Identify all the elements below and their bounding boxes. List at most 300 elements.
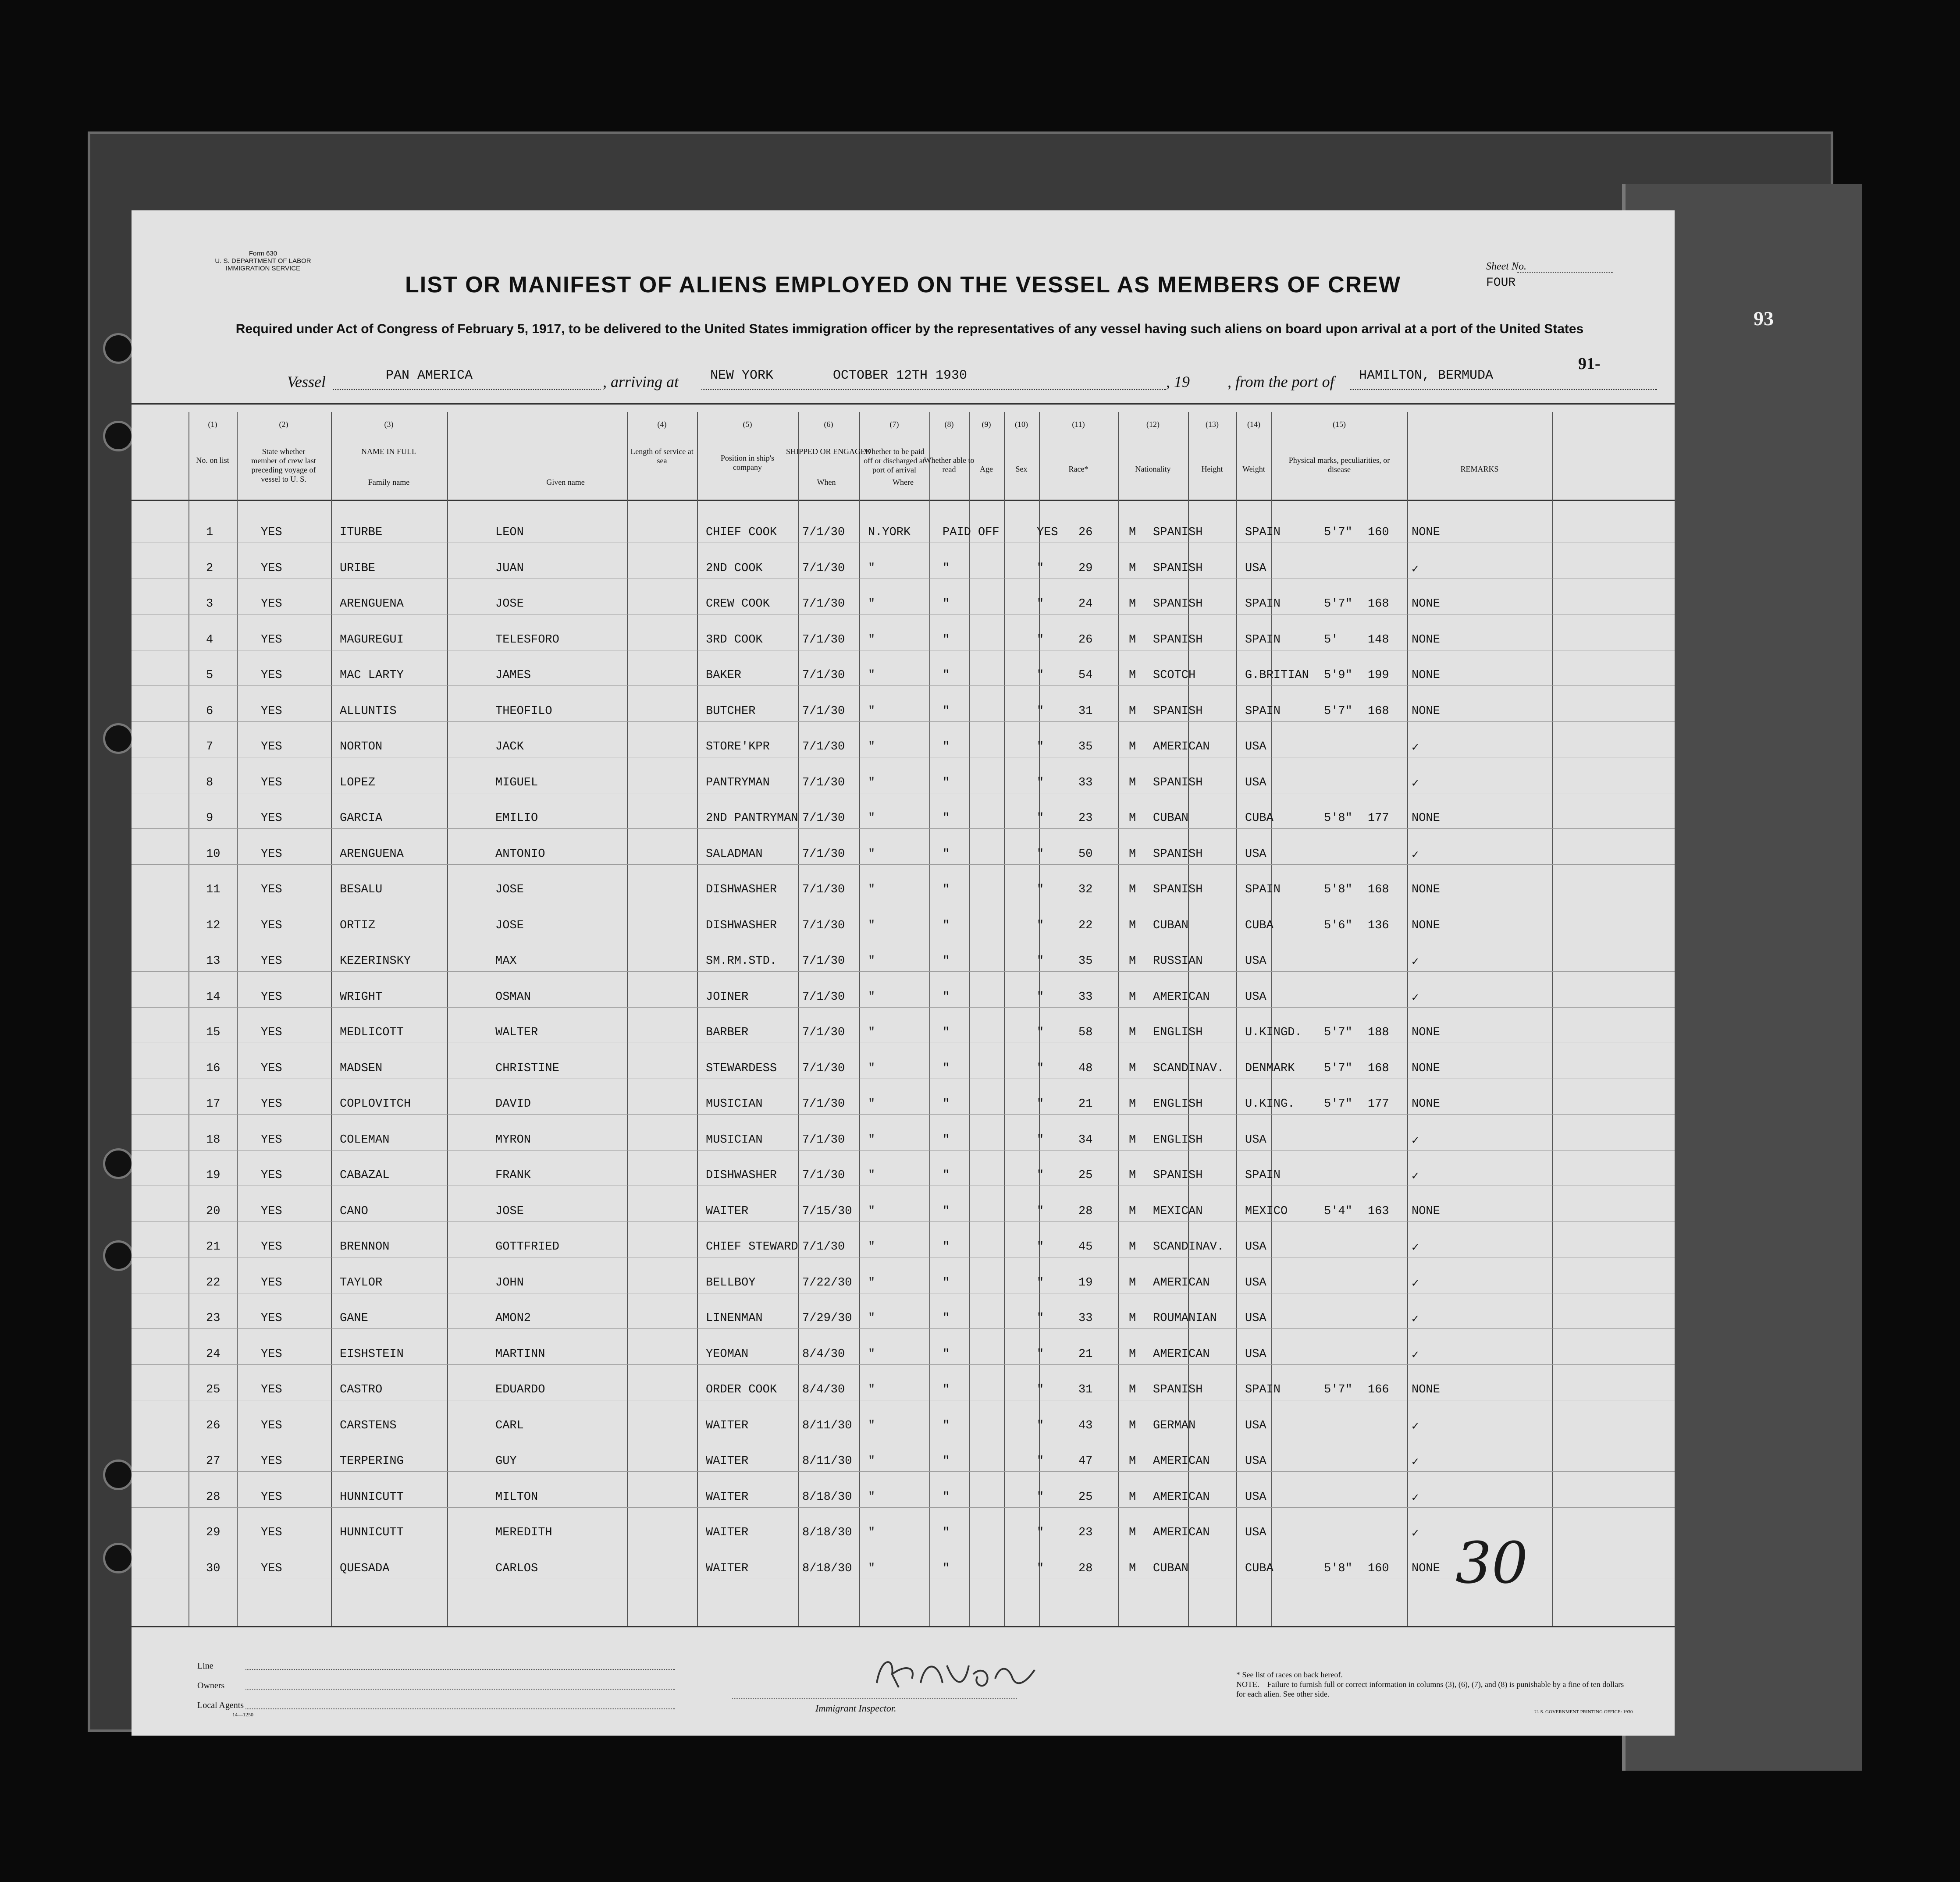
cell-height: 5'7" — [1324, 1026, 1352, 1039]
cell-paid: " — [943, 1204, 950, 1218]
cell-no: 25 — [206, 1383, 221, 1396]
cell-marks: NONE — [1412, 1562, 1440, 1575]
cell-prev: YES — [261, 1347, 282, 1361]
cell-given: MYRON — [495, 1133, 531, 1147]
cell-no: 5 — [206, 669, 213, 682]
column-header: Physical marks, peculiarities, or disease — [1288, 456, 1390, 474]
cell-no: 13 — [206, 955, 221, 968]
cell-paid: " — [943, 561, 950, 575]
cell-position: MUSICIAN — [706, 1097, 763, 1111]
cell-family: MEDLICOTT — [340, 1026, 404, 1039]
cell-paid: " — [943, 1240, 950, 1253]
cell-height: 5'7" — [1324, 1062, 1352, 1075]
cell-where: " — [868, 1062, 875, 1075]
cell-age: 25 — [1078, 1169, 1093, 1182]
cell-given: THEOFILO — [495, 704, 552, 718]
cell-family: GARCIA — [340, 812, 383, 825]
cell-race: CUBAN — [1153, 1562, 1189, 1575]
cell-position: MUSICIAN — [706, 1133, 763, 1147]
cell-read: " — [1037, 776, 1044, 789]
cell-height: 5'7" — [1324, 1097, 1352, 1111]
cell-sex: M — [1129, 812, 1136, 825]
cell-read: " — [1037, 1490, 1044, 1504]
line-label: Line — [197, 1661, 213, 1671]
cell-race: SPANISH — [1153, 561, 1203, 575]
cell-no: 27 — [206, 1455, 221, 1468]
cell-prev: YES — [261, 669, 282, 682]
cell-race: RUSSIAN — [1153, 955, 1203, 968]
cell-marks: NONE — [1412, 919, 1440, 932]
cell-prev: YES — [261, 1312, 282, 1325]
cell-position: WAITER — [706, 1419, 749, 1432]
cell-given: GUY — [495, 1455, 517, 1468]
cell-marks: NONE — [1412, 1026, 1440, 1039]
cell-where: " — [868, 1526, 875, 1539]
cell-age: 33 — [1078, 776, 1093, 789]
column-divider — [1236, 412, 1237, 1626]
cell-age: 43 — [1078, 1419, 1093, 1432]
manifest-form — [132, 210, 1675, 1736]
cell-sex: M — [1129, 776, 1136, 789]
cell-nationality: U.KINGD. — [1245, 1026, 1302, 1039]
cell-family: EISHSTEIN — [340, 1347, 404, 1361]
cell-when: 7/1/30 — [802, 1026, 845, 1039]
cell-prev: YES — [261, 847, 282, 861]
binder-hole — [103, 1240, 134, 1271]
cell-read: " — [1037, 1026, 1044, 1039]
vessel-label: Vessel — [287, 373, 326, 391]
cell-weight: 136 — [1368, 919, 1389, 932]
cell-sex: M — [1129, 955, 1136, 968]
cell-when: 7/1/30 — [802, 740, 845, 753]
cell-no: 20 — [206, 1204, 221, 1218]
cell-read: " — [1037, 1455, 1044, 1468]
cell-given: JUAN — [495, 561, 524, 575]
cell-marks: ✓ — [1412, 563, 1419, 576]
cell-given: TELESFORO — [495, 633, 559, 646]
cell-height: 5'4" — [1324, 1204, 1352, 1218]
binder-hole — [103, 1459, 134, 1490]
cell-given: EMILIO — [495, 812, 538, 825]
cell-read: " — [1037, 740, 1044, 753]
cell-marks: NONE — [1412, 597, 1440, 611]
column-header: No. on list — [196, 456, 229, 465]
cell-where: " — [868, 990, 875, 1004]
cell-given: JOSE — [495, 919, 524, 932]
cell-position: WAITER — [706, 1562, 749, 1575]
cell-prev: YES — [261, 561, 282, 575]
column-number: (15) — [1333, 420, 1346, 429]
arriving-label: , arriving at — [603, 373, 679, 391]
cell-no: 22 — [206, 1276, 221, 1289]
cell-paid: " — [943, 847, 950, 861]
cell-paid: " — [943, 1026, 950, 1039]
cell-race: SPANISH — [1153, 704, 1203, 718]
cell-when: 7/1/30 — [802, 1240, 845, 1253]
cell-height: 5'7" — [1324, 704, 1352, 718]
cell-nationality: U.KING. — [1245, 1097, 1295, 1111]
races-note: * See list of races on back hereof. — [1236, 1670, 1343, 1679]
cell-race: SPANISH — [1153, 597, 1203, 611]
cell-prev: YES — [261, 1097, 282, 1111]
cell-race: SPANISH — [1153, 847, 1203, 861]
cell-read: " — [1037, 597, 1044, 611]
cell-no: 24 — [206, 1347, 221, 1361]
cell-when: 7/1/30 — [802, 883, 845, 896]
cell-when: 7/1/30 — [802, 990, 845, 1004]
cell-read: " — [1037, 561, 1044, 575]
cell-given: JACK — [495, 740, 524, 753]
cell-family: CABAZAL — [340, 1169, 390, 1182]
cell-no: 2 — [206, 561, 213, 575]
cell-given: MEREDITH — [495, 1526, 552, 1539]
cell-age: 21 — [1078, 1097, 1093, 1111]
cell-family: MADSEN — [340, 1062, 383, 1075]
cell-nationality: USA — [1245, 955, 1266, 968]
cell-paid: " — [943, 740, 950, 753]
cell-no: 23 — [206, 1312, 221, 1325]
cell-prev: YES — [261, 1383, 282, 1396]
cell-read: " — [1037, 1526, 1044, 1539]
cell-when: 7/1/30 — [802, 669, 845, 682]
cell-position: BAKER — [706, 669, 742, 682]
cell-position: DISHWASHER — [706, 1169, 777, 1182]
cell-sex: M — [1129, 1276, 1136, 1289]
cell-race: MEXICAN — [1153, 1204, 1203, 1218]
cell-position: LINENMAN — [706, 1312, 763, 1325]
cell-nationality: SPAIN — [1245, 704, 1281, 718]
cell-no: 7 — [206, 740, 213, 753]
cell-age: 31 — [1078, 1383, 1093, 1396]
cell-weight: 148 — [1368, 633, 1389, 646]
cell-race: AMERICAN — [1153, 1490, 1210, 1504]
cell-where: " — [868, 740, 875, 753]
cell-marks: NONE — [1412, 704, 1440, 718]
cell-nationality: CUBA — [1245, 812, 1273, 825]
column-number: (6) — [824, 420, 833, 429]
column-divider — [697, 412, 698, 1626]
cell-paid: " — [943, 1383, 950, 1396]
corner-mark: 91- — [1578, 355, 1601, 373]
cell-age: 32 — [1078, 883, 1093, 896]
cell-marks: NONE — [1412, 1097, 1440, 1111]
cell-sex: M — [1129, 1062, 1136, 1075]
cell-read: " — [1037, 1240, 1044, 1253]
cell-where: " — [868, 597, 875, 611]
cell-sex: M — [1129, 1312, 1136, 1325]
row-line — [132, 971, 1675, 972]
cell-prev: YES — [261, 1133, 282, 1147]
cell-no: 15 — [206, 1026, 221, 1039]
form-print-code: 14—1250 — [232, 1712, 253, 1718]
cell-where: " — [868, 919, 875, 932]
column-number: (8) — [944, 420, 954, 429]
cell-marks: ✓ — [1412, 1242, 1419, 1255]
cell-weight: 168 — [1368, 1062, 1389, 1075]
cell-height: 5'7" — [1324, 1383, 1352, 1396]
cell-marks: ✓ — [1412, 742, 1419, 755]
cell-position: CHIEF COOK — [706, 526, 777, 539]
cell-family: HUNNICUTT — [340, 1526, 404, 1539]
cell-race: CUBAN — [1153, 812, 1189, 825]
cell-position: CREW COOK — [706, 597, 770, 611]
cell-paid: " — [943, 1062, 950, 1075]
cell-weight: 160 — [1368, 526, 1389, 539]
cell-where: " — [868, 1419, 875, 1432]
cell-no: 12 — [206, 919, 221, 932]
cell-marks: ✓ — [1412, 1134, 1419, 1148]
sheet-number-value: FOUR — [1486, 276, 1516, 290]
cell-age: 33 — [1078, 1312, 1093, 1325]
cell-nationality: USA — [1245, 776, 1266, 789]
cell-sex: M — [1129, 1169, 1136, 1182]
cell-family: CASTRO — [340, 1383, 383, 1396]
cell-read: YES — [1037, 526, 1058, 539]
column-divider — [1004, 412, 1005, 1626]
cell-paid: " — [943, 1097, 950, 1111]
cell-read: " — [1037, 1347, 1044, 1361]
cell-read: " — [1037, 1312, 1044, 1325]
cell-prev: YES — [261, 812, 282, 825]
cell-paid: " — [943, 669, 950, 682]
cell-no: 19 — [206, 1169, 221, 1182]
cell-age: 34 — [1078, 1133, 1093, 1147]
cell-race: ENGLISH — [1153, 1026, 1203, 1039]
cell-race: ENGLISH — [1153, 1097, 1203, 1111]
cell-weight: 163 — [1368, 1204, 1389, 1218]
column-divider — [969, 412, 970, 1626]
cell-age: 22 — [1078, 919, 1093, 932]
cell-when: 7/1/30 — [802, 633, 845, 646]
cell-prev: YES — [261, 633, 282, 646]
cell-family: GANE — [340, 1312, 368, 1325]
cell-read: " — [1037, 1383, 1044, 1396]
cell-read: " — [1037, 1562, 1044, 1575]
cell-when: 7/1/30 — [802, 704, 845, 718]
service-name: IMMIGRATION SERVICE — [225, 265, 301, 272]
cell-race: AMERICAN — [1153, 1455, 1210, 1468]
cell-when: 8/18/30 — [802, 1490, 852, 1504]
cell-prev: YES — [261, 704, 282, 718]
cell-where: " — [868, 883, 875, 896]
cell-position: 3RD COOK — [706, 633, 763, 646]
cell-race: SPANISH — [1153, 883, 1203, 896]
cell-age: 47 — [1078, 1455, 1093, 1468]
cell-paid: " — [943, 776, 950, 789]
fine-note: NOTE.—Failure to furnish full or correct information in columns (3), (6), (7), and (8) is punishable by a fine of ten dollars for each alien. See other side. — [1236, 1680, 1624, 1698]
form-title: LIST OR MANIFEST OF ALIENS EMPLOYED ON THE VESSEL AS MEMBERS OF CREW — [405, 272, 1401, 298]
column-header: Position in ship's company — [720, 454, 775, 472]
cell-paid: " — [943, 1312, 950, 1325]
cell-position: 2ND PANTRYMAN — [706, 812, 798, 825]
cell-given: OSMAN — [495, 990, 531, 1004]
cell-sex: M — [1129, 1455, 1136, 1468]
handwritten-tally: 30 — [1455, 1530, 1528, 1596]
cell-sex: M — [1129, 847, 1136, 861]
cell-where: " — [868, 1490, 875, 1504]
cell-position: BELLBOY — [706, 1276, 756, 1289]
cell-marks: ✓ — [1412, 1420, 1419, 1434]
cell-family: ORTIZ — [340, 919, 376, 932]
row-line — [132, 1114, 1675, 1115]
row-line — [132, 685, 1675, 686]
cell-prev: YES — [261, 1026, 282, 1039]
cell-where: " — [868, 1169, 875, 1182]
cell-read: " — [1037, 812, 1044, 825]
cell-no: 4 — [206, 633, 213, 646]
cell-position: WAITER — [706, 1490, 749, 1504]
cell-nationality: G.BRITIAN — [1245, 669, 1309, 682]
cell-read: " — [1037, 704, 1044, 718]
cell-when: 7/29/30 — [802, 1312, 852, 1325]
cell-race: CUBAN — [1153, 919, 1189, 932]
column-divider — [859, 412, 860, 1626]
cell-nationality: SPAIN — [1245, 1169, 1281, 1182]
cell-age: 58 — [1078, 1026, 1093, 1039]
cell-height: 5'8" — [1324, 1562, 1352, 1575]
cell-race: AMERICAN — [1153, 740, 1210, 753]
inspector-signature — [868, 1648, 1052, 1696]
cell-race: ENGLISH — [1153, 1133, 1203, 1147]
column-subheader: Where — [893, 478, 914, 486]
cell-prev: YES — [261, 955, 282, 968]
cell-family: ALLUNTIS — [340, 704, 397, 718]
cell-read: " — [1037, 883, 1044, 896]
cell-read: " — [1037, 1169, 1044, 1182]
cell-paid: " — [943, 597, 950, 611]
cell-where: " — [868, 1312, 875, 1325]
column-divider — [1552, 412, 1553, 1626]
department-name: U. S. DEPARTMENT OF LABOR — [215, 257, 311, 265]
column-number: (4) — [657, 420, 667, 429]
cell-nationality: USA — [1245, 847, 1266, 861]
cell-prev: YES — [261, 1169, 282, 1182]
cell-when: 7/1/30 — [802, 1133, 845, 1147]
cell-family: QUESADA — [340, 1562, 390, 1575]
cell-family: COPLOVITCH — [340, 1097, 411, 1111]
cell-given: MARTINN — [495, 1347, 545, 1361]
cell-marks: ✓ — [1412, 1527, 1419, 1541]
cell-race: AMERICAN — [1153, 1276, 1210, 1289]
column-divider — [627, 412, 628, 1626]
column-divider — [1039, 412, 1040, 1626]
cell-sex: M — [1129, 526, 1136, 539]
column-header: Height — [1201, 465, 1223, 473]
cell-sex: M — [1129, 1097, 1136, 1111]
cell-age: 50 — [1078, 847, 1093, 861]
column-header: Weight — [1242, 465, 1265, 473]
column-header: REMARKS — [1460, 465, 1499, 473]
arrival-date: OCTOBER 12TH 1930 — [833, 368, 968, 383]
cell-where: " — [868, 1204, 875, 1218]
row-line — [132, 1471, 1675, 1472]
cell-weight: 188 — [1368, 1026, 1389, 1039]
cell-where: " — [868, 955, 875, 968]
cell-paid: " — [943, 704, 950, 718]
cell-family: CANO — [340, 1204, 368, 1218]
cell-weight: 168 — [1368, 704, 1389, 718]
cell-where: " — [868, 669, 875, 682]
cell-read: " — [1037, 633, 1044, 646]
column-divider — [331, 412, 332, 1626]
column-header: Sex — [1015, 465, 1028, 473]
column-number: (7) — [889, 420, 899, 429]
agents-field — [245, 1708, 675, 1709]
cell-no: 29 — [206, 1526, 221, 1539]
cell-position: ORDER COOK — [706, 1383, 777, 1396]
cell-prev: YES — [261, 919, 282, 932]
cell-where: " — [868, 1097, 875, 1111]
cell-when: 8/18/30 — [802, 1526, 852, 1539]
cell-position: DISHWASHER — [706, 883, 777, 896]
form-number: Form 630 — [249, 250, 277, 257]
cell-position: SALADMAN — [706, 847, 763, 861]
cell-family: TERPERING — [340, 1455, 404, 1468]
cell-read: " — [1037, 919, 1044, 932]
column-header: Race* — [1068, 465, 1088, 473]
column-header: Age — [980, 465, 993, 473]
cell-when: 7/1/30 — [802, 1169, 845, 1182]
cell-race: AMERICAN — [1153, 990, 1210, 1004]
cell-weight: 177 — [1368, 1097, 1389, 1111]
cell-read: " — [1037, 847, 1044, 861]
cell-given: JOSE — [495, 883, 524, 896]
cell-no: 9 — [206, 812, 213, 825]
cell-height: 5'9" — [1324, 669, 1352, 682]
cell-sex: M — [1129, 1490, 1136, 1504]
cell-when: 8/11/30 — [802, 1419, 852, 1432]
cell-where: " — [868, 633, 875, 646]
cell-nationality: SPAIN — [1245, 526, 1281, 539]
cell-sex: M — [1129, 561, 1136, 575]
cell-nationality: USA — [1245, 740, 1266, 753]
cell-family: HUNNICUTT — [340, 1490, 404, 1504]
cell-read: " — [1037, 1097, 1044, 1111]
cell-no: 3 — [206, 597, 213, 611]
cell-read: " — [1037, 955, 1044, 968]
row-line — [132, 721, 1675, 722]
cell-age: 24 — [1078, 597, 1093, 611]
cell-nationality: DENMARK — [1245, 1062, 1295, 1075]
cell-paid: " — [943, 1347, 950, 1361]
cell-nationality: USA — [1245, 1526, 1266, 1539]
cell-no: 14 — [206, 990, 221, 1004]
cell-no: 18 — [206, 1133, 221, 1147]
row-line — [132, 1507, 1675, 1508]
cell-family: MAGUREGUI — [340, 633, 404, 646]
row-line — [132, 828, 1675, 829]
cell-no: 30 — [206, 1562, 221, 1575]
column-divider — [237, 412, 238, 1626]
cell-when: 7/1/30 — [802, 1062, 845, 1075]
column-divider — [1407, 412, 1408, 1626]
column-number: (12) — [1146, 420, 1160, 429]
cell-no: 26 — [206, 1419, 221, 1432]
cell-where: N.YORK — [868, 526, 911, 539]
cell-race: AMERICAN — [1153, 1347, 1210, 1361]
cell-no: 10 — [206, 847, 221, 861]
column-number: (3) — [384, 420, 394, 429]
cell-where: " — [868, 1026, 875, 1039]
cell-age: 19 — [1078, 1276, 1093, 1289]
cell-position: WAITER — [706, 1204, 749, 1218]
cell-no: 21 — [206, 1240, 221, 1253]
cell-marks: NONE — [1412, 1204, 1440, 1218]
cell-prev: YES — [261, 1204, 282, 1218]
cell-age: 31 — [1078, 704, 1093, 718]
row-line — [132, 1007, 1675, 1008]
cell-prev: YES — [261, 526, 282, 539]
